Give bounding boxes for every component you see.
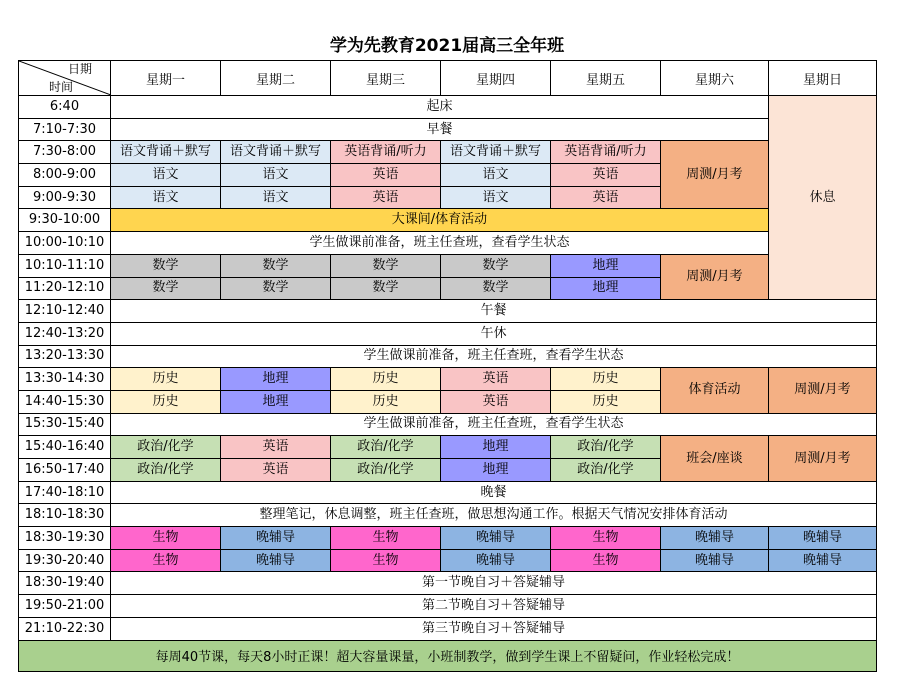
day-header-sun: 星期日 xyxy=(769,61,877,96)
schedule-cell: 周测/月考 xyxy=(661,141,769,209)
schedule-cell: 政治/化学 xyxy=(551,436,661,459)
schedule-cell: 周测/月考 xyxy=(661,254,769,299)
day-header-sat: 星期六 xyxy=(661,61,769,96)
day-header-fri: 星期五 xyxy=(551,61,661,96)
schedule-cell: 历史 xyxy=(551,390,661,413)
schedule-cell: 班会/座谈 xyxy=(661,436,769,481)
schedule-cell: 语文 xyxy=(441,186,551,209)
schedule-row xyxy=(19,118,877,141)
schedule-cell: 生物 xyxy=(331,527,441,550)
schedule-cell: 生物 xyxy=(551,549,661,572)
schedule-cell: 英语背诵/听力 xyxy=(331,141,441,164)
time-cell: 9:00-9:30 xyxy=(19,186,111,209)
schedule-cell: 数学 xyxy=(221,277,331,300)
schedule-cell: 英语 xyxy=(441,390,551,413)
schedule-cell: 整理笔记，休息调整，班主任查班，做思想沟通工作。根据天气情况安排体育活动 xyxy=(111,504,877,527)
time-cell: 18:30-19:40 xyxy=(19,572,111,595)
schedule-row xyxy=(19,322,877,345)
time-cell: 9:30-10:00 xyxy=(19,209,111,232)
schedule-cell: 地理 xyxy=(221,368,331,391)
schedule-row xyxy=(19,617,877,640)
schedule-cell: 数学 xyxy=(111,277,221,300)
footer-note: 每周40节课，每天8小时正课！超大容量课量，小班制教学，做到学生课上不留疑问，作业轻松完成！ xyxy=(19,640,877,671)
schedule-cell: 休息 xyxy=(769,96,877,300)
schedule-row xyxy=(19,141,877,164)
schedule-cell: 英语 xyxy=(331,164,441,187)
schedule-cell: 语文背诵＋默写 xyxy=(111,141,221,164)
schedule-cell: 语文 xyxy=(441,164,551,187)
day-header-thu: 星期四 xyxy=(441,61,551,96)
schedule-cell: 语文 xyxy=(111,186,221,209)
time-cell: 13:30-14:30 xyxy=(19,368,111,391)
schedule-cell: 数学 xyxy=(111,254,221,277)
schedule-cell: 晚辅导 xyxy=(441,527,551,550)
schedule-row xyxy=(19,572,877,595)
schedule-cell: 第二节晚自习＋答疑辅导 xyxy=(111,595,877,618)
time-cell: 17:40-18:10 xyxy=(19,481,111,504)
schedule-row xyxy=(19,209,877,232)
schedule-cell: 语文背诵＋默写 xyxy=(441,141,551,164)
schedule-cell: 政治/化学 xyxy=(111,436,221,459)
footer-row xyxy=(19,640,877,671)
time-cell: 16:50-17:40 xyxy=(19,459,111,482)
time-cell: 6:40 xyxy=(19,96,111,119)
schedule-row xyxy=(19,96,877,119)
day-header-tue: 星期二 xyxy=(221,61,331,96)
schedule-cell: 晚辅导 xyxy=(221,549,331,572)
schedule-row xyxy=(19,368,877,391)
schedule-cell: 英语 xyxy=(221,436,331,459)
schedule-cell: 生物 xyxy=(111,527,221,550)
schedule-cell: 地理 xyxy=(551,277,661,300)
time-cell: 7:10-7:30 xyxy=(19,118,111,141)
schedule-row xyxy=(19,436,877,459)
schedule-cell: 英语 xyxy=(551,164,661,187)
schedule-cell: 晚辅导 xyxy=(661,527,769,550)
schedule-cell: 午休 xyxy=(111,322,877,345)
day-header-wed: 星期三 xyxy=(331,61,441,96)
schedule-cell: 大课间/体育活动 xyxy=(111,209,769,232)
schedule-cell: 政治/化学 xyxy=(331,436,441,459)
schedule-cell: 周测/月考 xyxy=(769,368,877,413)
time-cell: 10:10-11:10 xyxy=(19,254,111,277)
schedule-row xyxy=(19,481,877,504)
time-cell: 13:20-13:30 xyxy=(19,345,111,368)
schedule-cell: 历史 xyxy=(551,368,661,391)
schedule-cell: 语文 xyxy=(221,164,331,187)
schedule-cell: 英语 xyxy=(551,186,661,209)
schedule-row xyxy=(19,595,877,618)
time-cell: 18:10-18:30 xyxy=(19,504,111,527)
time-cell: 18:30-19:30 xyxy=(19,527,111,550)
schedule-cell: 英语 xyxy=(331,186,441,209)
schedule-cell: 学生做课前准备，班主任查班，查看学生状态 xyxy=(111,413,877,436)
schedule-row xyxy=(19,254,877,277)
schedule-cell: 语文 xyxy=(221,186,331,209)
schedule-body xyxy=(19,61,877,672)
schedule-cell: 政治/化学 xyxy=(331,459,441,482)
schedule-cell: 数学 xyxy=(221,254,331,277)
schedule-cell: 生物 xyxy=(111,549,221,572)
time-cell: 21:10-22:30 xyxy=(19,617,111,640)
schedule-cell: 地理 xyxy=(551,254,661,277)
schedule-cell: 数学 xyxy=(331,277,441,300)
schedule-cell: 晚辅导 xyxy=(441,549,551,572)
schedule-cell: 学生做课前准备，班主任查班，查看学生状态 xyxy=(111,232,769,255)
time-cell: 15:40-16:40 xyxy=(19,436,111,459)
schedule-row xyxy=(19,413,877,436)
header-row xyxy=(19,61,877,96)
schedule-row xyxy=(19,345,877,368)
schedule-row xyxy=(19,527,877,550)
schedule-cell: 第一节晚自习＋答疑辅导 xyxy=(111,572,877,595)
schedule-cell: 生物 xyxy=(331,549,441,572)
schedule-cell: 语文背诵＋默写 xyxy=(221,141,331,164)
schedule-cell: 语文 xyxy=(111,164,221,187)
time-cell: 19:50-21:00 xyxy=(19,595,111,618)
schedule-cell: 晚辅导 xyxy=(661,549,769,572)
schedule-cell: 起床 xyxy=(111,96,769,119)
time-cell: 12:40-13:20 xyxy=(19,322,111,345)
schedule-cell: 学生做课前准备，班主任查班，查看学生状态 xyxy=(111,345,877,368)
time-cell: 11:20-12:10 xyxy=(19,277,111,300)
day-header-mon: 星期一 xyxy=(111,61,221,96)
schedule-cell: 数学 xyxy=(331,254,441,277)
schedule-cell: 晚辅导 xyxy=(221,527,331,550)
schedule-row xyxy=(19,504,877,527)
schedule-cell: 地理 xyxy=(441,459,551,482)
schedule-cell: 历史 xyxy=(331,368,441,391)
schedule-cell: 数学 xyxy=(441,277,551,300)
schedule-table xyxy=(18,60,877,672)
schedule-row xyxy=(19,549,877,572)
schedule-cell: 体育活动 xyxy=(661,368,769,413)
time-cell: 19:30-20:40 xyxy=(19,549,111,572)
schedule-cell: 历史 xyxy=(111,368,221,391)
schedule-cell: 晚辅导 xyxy=(769,527,877,550)
time-cell: 12:10-12:40 xyxy=(19,300,111,323)
time-cell: 10:00-10:10 xyxy=(19,232,111,255)
schedule-cell: 午餐 xyxy=(111,300,877,323)
time-cell: 14:40-15:30 xyxy=(19,390,111,413)
schedule-cell: 英语 xyxy=(441,368,551,391)
schedule-cell: 英语 xyxy=(221,459,331,482)
schedule-cell: 数学 xyxy=(441,254,551,277)
time-cell: 15:30-15:40 xyxy=(19,413,111,436)
schedule-row xyxy=(19,300,877,323)
schedule-cell: 生物 xyxy=(551,527,661,550)
schedule-cell: 历史 xyxy=(331,390,441,413)
schedule-cell: 晚餐 xyxy=(111,481,877,504)
schedule-cell: 早餐 xyxy=(111,118,769,141)
schedule-cell: 地理 xyxy=(221,390,331,413)
time-cell: 7:30-8:00 xyxy=(19,141,111,164)
time-cell: 8:00-9:00 xyxy=(19,164,111,187)
schedule-cell: 英语背诵/听力 xyxy=(551,141,661,164)
schedule-cell: 政治/化学 xyxy=(551,459,661,482)
schedule-cell: 历史 xyxy=(111,390,221,413)
corner-time-label: 时间 xyxy=(49,80,74,94)
schedule-cell: 周测/月考 xyxy=(769,436,877,481)
page-title: 学为先教育2021届高三全年班 xyxy=(329,36,565,56)
schedule-cell: 地理 xyxy=(441,436,551,459)
schedule-row xyxy=(19,232,877,255)
schedule-cell: 晚辅导 xyxy=(769,549,877,572)
corner-date-label: 日期 xyxy=(67,62,92,76)
schedule-cell: 第三节晚自习＋答疑辅导 xyxy=(111,617,877,640)
corner-header-cell xyxy=(19,61,111,96)
schedule-cell: 政治/化学 xyxy=(111,459,221,482)
